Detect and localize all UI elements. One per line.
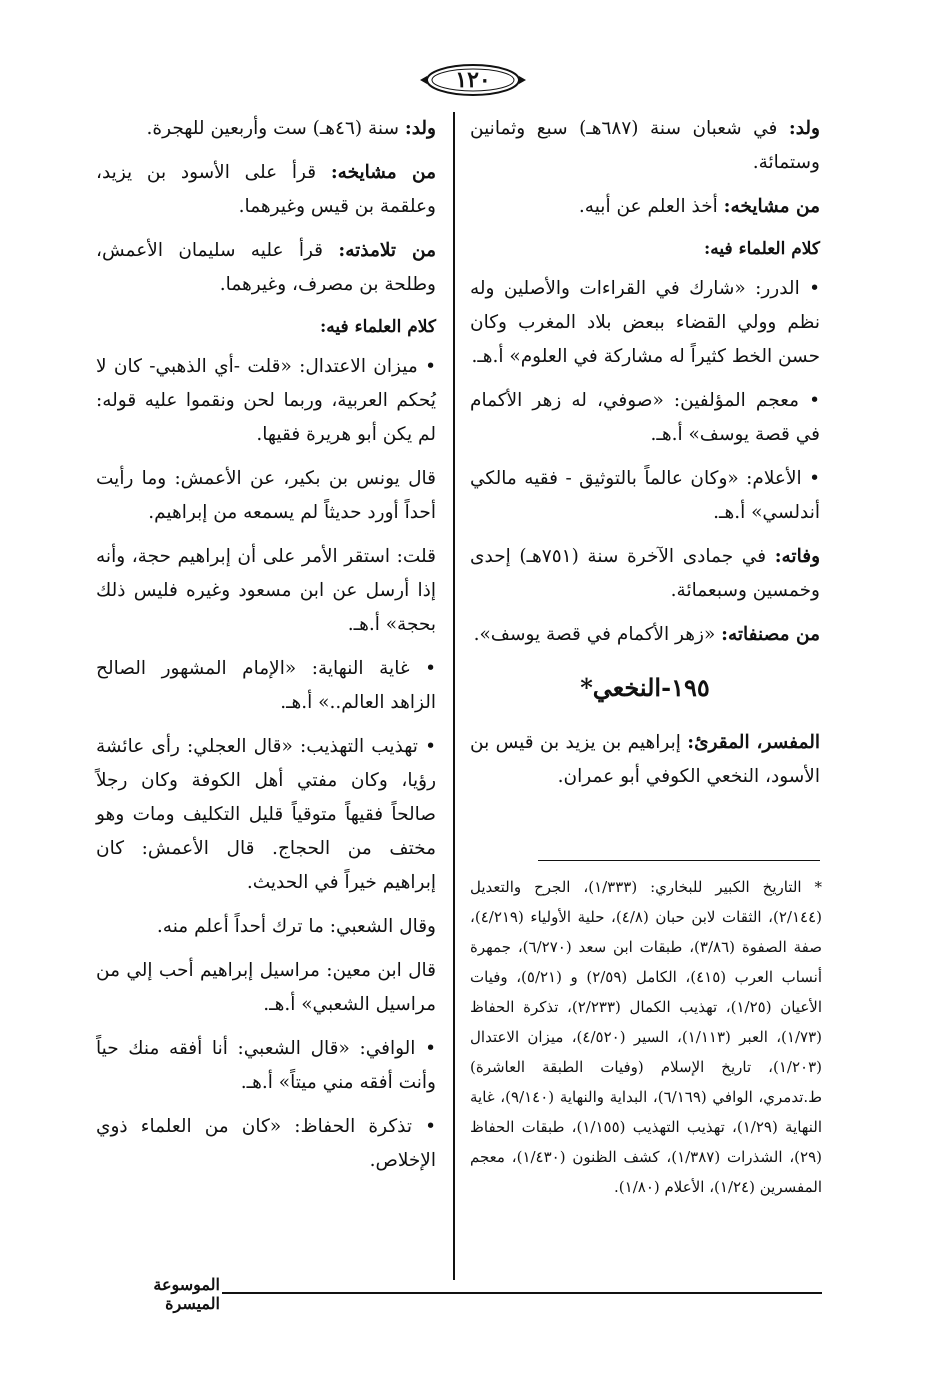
column-divider: [453, 112, 455, 1280]
scholars-heading: كلام العلماء فيه:: [704, 239, 820, 259]
left-column: [96, 112, 436, 1188]
birth-label: ولد:: [788, 118, 820, 139]
page-number-text: ١٢٠: [455, 67, 491, 93]
left-teachers-label: من مشايخه:: [330, 162, 436, 183]
quote-wafi: • الوافي: «قال الشعبي: أنا أفقه منك حياً وأنت أفقه مني ميتاً» أ.هـ.: [96, 1038, 436, 1093]
left-students-paragraph: [96, 234, 436, 302]
quote-durar: • الدرر: «شارك في القراءات والأصلين وله نظم وولي القضاء ببعض بلاد المغرب وكان حسن الخط كثيراً له مشاركة في العلوم» أ.هـ.: [470, 278, 820, 367]
left-students-text: قرأ عليه سليمان الأعمش، وطلحة بن مصرف، وغيرهما.: [96, 240, 436, 295]
left-scholars-heading: كلام العلماء فيه:: [320, 317, 436, 337]
entry-intro-label: المفسر، المقرئ:: [687, 732, 820, 753]
footer-title: الموسوعة الميسرة: [153, 1275, 220, 1313]
quote-ibn-main: قال ابن معين: مراسيل إبراهيم أحب إلي من مراسيل الشعبي» أ.هـ.: [96, 960, 436, 1015]
left-birth-text: سنة (٤٦هـ) ست وأربعين للهجرة.: [146, 118, 405, 139]
left-students-label: من تلامذته:: [338, 240, 436, 261]
works-text: «زهر الأكمام في قصة يوسف».: [473, 624, 722, 645]
quote-mujam: • معجم المؤلفين: «صوفي، له زهر الأكمام في قصة يوسف» أ.هـ.: [470, 390, 820, 445]
works-paragraph: [470, 618, 820, 652]
quote-mizan: • ميزان الاعتدال: «قلت -أي الذهبي- كان لا يُحكم العربية، وربما لحن ونقموا عليه قوله: لم يكن أبو هريرة فقيها.: [96, 356, 436, 445]
entry-intro-text: إبراهيم بن يزيد بن قيس بن الأسود، النخعي الكوفي أبو عمران.: [470, 732, 820, 787]
quote-alam: • الأعلام: «وكان عالماً بالتوثيق - فقيه مالكي أندلسي» أ.هـ.: [470, 468, 820, 523]
right-column: [470, 112, 820, 804]
left-teachers-text: قرأ على الأسود بن يزيد، وعلقمة بن قيس وغيرهما.: [96, 162, 436, 217]
teachers-text: أخذ العلم عن أبيه.: [578, 196, 724, 217]
quote-qultu: قلت: استقر الأمر على أن إبراهيم حجة، وأنه إذا أرسل عن ابن مسعود وغيره فليس ذلك بحجة» أ.هـ.: [96, 546, 436, 635]
quote-tahdhib: • تهذيب التهذيب: «قال العجلي: رأى عائشة رؤيا، وكان مفتي أهل الكوفة وكان رجلاً صالحاً فقيهاً متوقياً قليل التكليف ومات وهو مختف من الحجاج. قال الأعمش: كان إبراهيم خيراً في الحديث.: [96, 736, 436, 893]
death-text: في جمادى الآخرة سنة (٧٥١هـ) إحدى وخمسين وسبعمائة.: [470, 546, 820, 601]
entry-intro: [470, 726, 820, 794]
quote-shabi: وقال الشعبي: ما ترك أحداً أعلم منه.: [156, 916, 436, 937]
quote-yunus: قال يونس بن بكير، عن الأعمش: وما رأيت أحداً أورد حديثاً لم يسمعه من إبراهيم.: [96, 468, 436, 523]
quote-tadhkira: • تذكرة الحفاظ: «كان من العلماء ذوي الإخلاص.: [96, 1116, 436, 1171]
teachers-label: من مشايخه:: [723, 196, 820, 217]
footnotes: * التاريخ الكبير للبخاري: (١/٣٣٣)، الجرح والتعديل (٢/١٤٤)، الثقات لابن حبان (٤/٨)، حلية الأولياء (٤/٢١٩)، صفة الصفوة (٣/٨٦)، طبقات ابن سعد (٦/٢٧٠)، جمهرة أنساب العرب (٤١٥)، الكامل (٢/٥٩) و (٥/٢١)، وفيات الأعيان (١/٢٥)، تهذيب الكمال (٢/٢٣٣)، تذكرة الحفاظ (١/٧٣)، العبر (١/١١٣)، السير (٤/٥٢٠)، ميزان الاعتدال (١/٢٠٣)، تاريخ الإسلام (وفيات الطبقة العاشرة) ط.تدمري، الوافي (٦/١٦٩)، البداية والنهاية (٩/١٤٠)، غاية النهاية (١/٢٩)، تهذيب التهذيب (١/١٥٥)، طبقات الحفاظ (٢٩)، الشذرات (١/٣٨٧)، كشف الظنون (١/٤٣٠)، معجم المفسرين (١/٢٤)، الأعلام (١/٨٠).: [470, 878, 823, 1196]
birth-text: في شعبان سنة (٦٨٧هـ) سبع وثمانين وستمائة.: [470, 118, 820, 173]
page-number: [418, 62, 528, 98]
teachers-paragraph: [470, 190, 820, 224]
left-birth-label: ولد:: [404, 118, 436, 139]
footer-rule: [222, 1292, 822, 1294]
entry-title: ١٩٥-النخعي*: [580, 673, 710, 702]
footnote-rule: [538, 860, 820, 861]
left-birth-paragraph: [96, 112, 436, 146]
left-teachers-paragraph: [96, 156, 436, 224]
quote-ghayat: • غاية النهاية: «الإمام المشهور الصالح الزاهد العالم..» أ.هـ.: [96, 658, 436, 713]
works-label: من مصنفاته:: [721, 624, 820, 645]
death-label: وفاته:: [774, 546, 820, 567]
birth-paragraph: [470, 112, 820, 180]
death-paragraph: [470, 540, 820, 608]
